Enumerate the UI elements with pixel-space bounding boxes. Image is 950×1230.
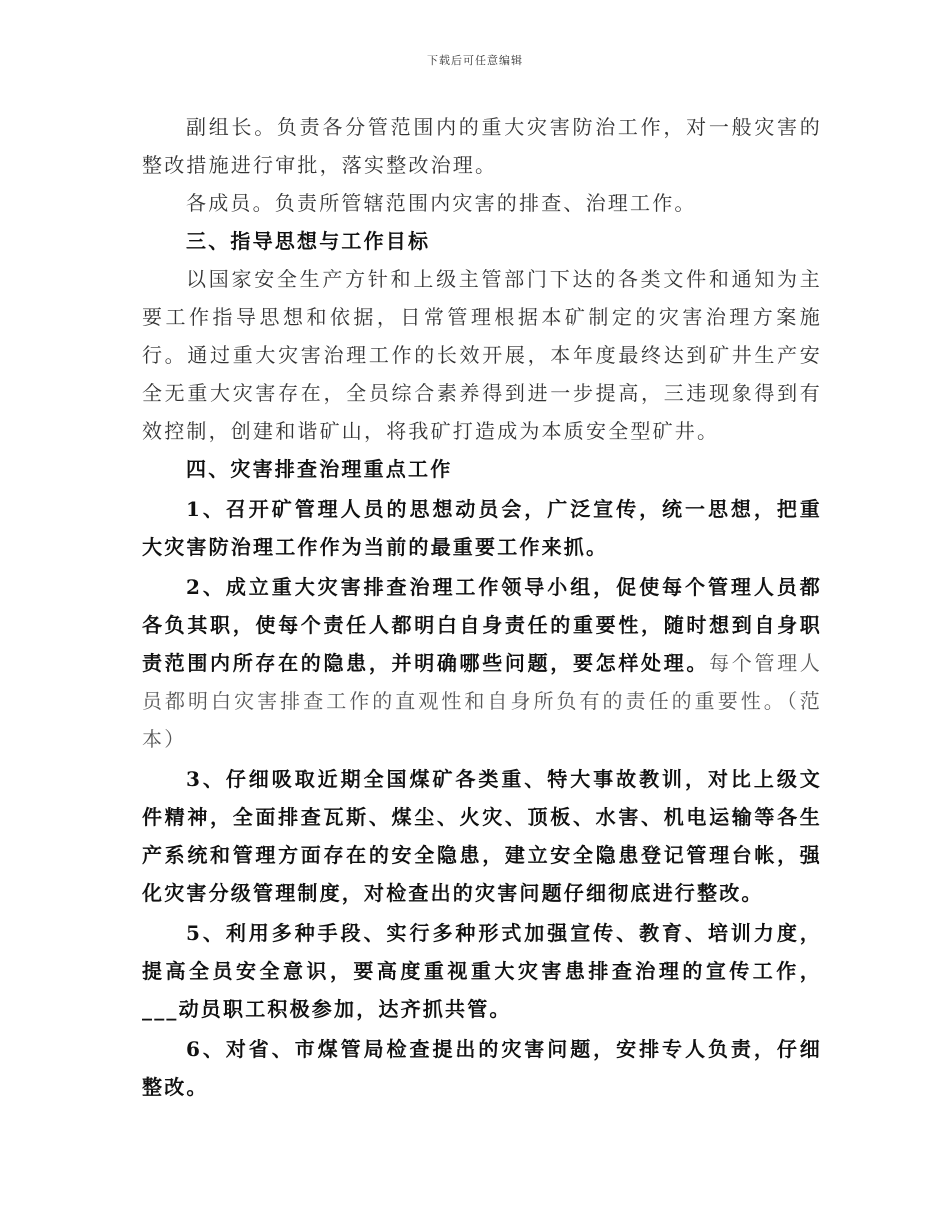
list-item-6: 6、对省、市煤管局检查提出的灾害问题，安排专人负责，仔细整改。 <box>142 1037 822 1099</box>
page-header: 下载后可任意编辑 <box>427 54 523 67</box>
list-item-5: 5、利用多种手段、实行多种形式加强宣传、教育、培训力度，提高全员安全意识，要高度重视重大灾害患排查治理的宣传工作，___动员职工积极参加，达齐抓共管。 <box>142 921 822 1021</box>
paragraph-guiding-ideology: 以国家安全生产方针和上级主管部门下达的各类文件和通知为主要工作指导思想和依据，日常管理根据本矿制定的灾害治理方案施行。通过重大灾害治理工作的长效开展，本年度最终达到矿井生产安全无重大灾害存在，全员综合素养得到进一步提高，三违现象得到有效控制，创建和谐矿山，将我矿打造成为本质安全型矿井。 <box>142 267 822 443</box>
paragraph-members: 各成员。负责所管辖范围内灾害的排查、治理工作。 <box>186 191 697 215</box>
section-heading-4: 四、灾害排查治理重点工作 <box>186 457 453 481</box>
list-item-2-plain-text: 每个管理人员都明白灾害排查工作的直观性和自身所负有的责任的重要性。（范本） <box>142 651 823 751</box>
list-item-3: 3、仔细吸取近期全国煤矿各类重、特大事故教训，对比上级文件精神，全面排查瓦斯、煤尘、火灾、顶板、水害、机电运输等各生产系统和管理方面存在的安全隐患，建立安全隐患登记管理台帐，强化灾害分级管理制度，对检查出的灾害问题仔细彻底进行整改。 <box>142 767 822 905</box>
list-item-1: 1、召开矿管理人员的思想动员会，广泛宣传，统一思想，把重大灾害防治理工作作为当前的最重要工作来抓。 <box>142 497 822 559</box>
document-body <box>142 108 822 1106</box>
list-item-2-bold-text: 2、成立重大灾害排查治理工作领导小组，促使每个管理人员都各负其职，使每个责任人都明白自身责任的重要性，随时想到自身职责范围内所存在的隐患，并明确哪些问题，要怎样处理。 <box>142 575 822 675</box>
section-heading-3: 三、指导思想与工作目标 <box>186 229 431 253</box>
paragraph-deputy-leader: 副组长。负责各分管范围内的重大灾害防治工作，对一般灾害的整改措施进行审批，落实整改治理。 <box>142 115 822 177</box>
list-item-2 <box>142 568 822 758</box>
